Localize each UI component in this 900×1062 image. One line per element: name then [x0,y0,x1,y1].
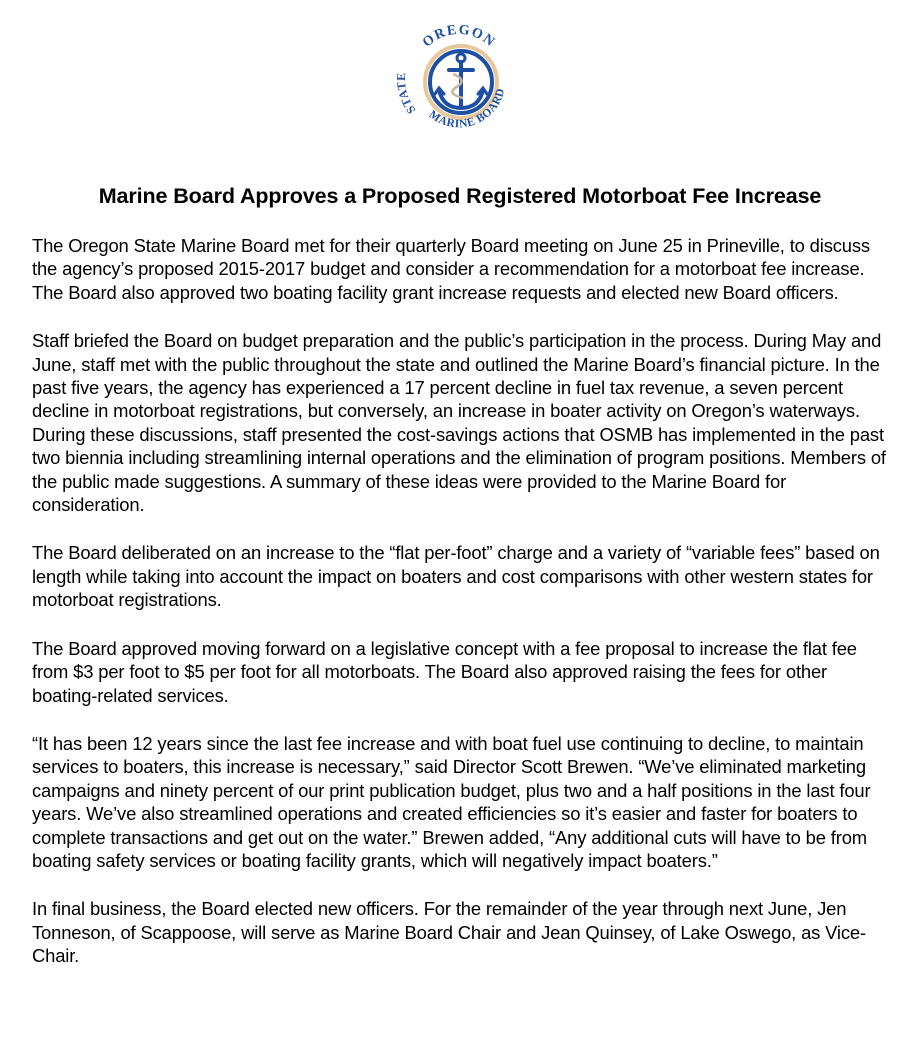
paragraph: The Board approved moving forward on a legislative concept with a fee proposal to increase the flat fee from $3 per foot to $5 per foot for all motorboats. The Board also approved raising the fees for other boating-related services. [32,637,857,706]
paragraph: “It has been 12 years since the last fee increase and with boat fuel use continuing to decline, to maintain services to boaters, this increase is necessary,” said Director Scott Brewen. “We’ve eliminated marketing campaigns and ninety percent of our print publication budget, plus two and a half positions in the last four years. We’ve also streamlined operations and created efficiencies so it’s easier and faster for boaters to complete transactions and get out on the water.” Brewen added, “Any additional cuts will have to be from boating safety services or boating facility grants, which will negatively impact boaters.” [32,732,871,871]
paragraph: The Board deliberated on an increase to the “flat per-foot” charge and a variety of “variable fees” based on length while taking into account the impact on boaters and cost comparisons with other western states for motorboat registrations. [32,542,880,611]
paragraph: Staff briefed the Board on budget preparation and the public’s participation in the process. During May and June, staff met with the public throughout the state and outlined the Marine Board’s financial picture. In the past five years, the agency has experienced a 17 percent decline in fuel tax revenue, a seven percent decline in motorboat registrations, but conversely, an increase in boater activity on Oregon’s waterways. During these discussions, staff presented the cost-savings actions that OSMB has implemented in the past two biennia including streamlining internal operations and the elimination of program positions. Members of the public made suggestions. A summary of these ideas were provided to the Marine Board for consideration. [32,330,886,516]
logo-text-marine-board: MARINE BOARD [426,86,508,131]
page-title: Marine Board Approves a Proposed Registered Motorboat Fee Increase [98,184,822,208]
oregon-state-marine-board-logo [393,12,525,144]
logo-text-oregon: OREGON [419,22,499,51]
paragraph: The Oregon State Marine Board met for their quarterly Board meeting on June 25 in Prineville, to discuss the agency’s proposed 2015-2017 budget and consider a recommendation for a motorboat fee increase. The Board also approved two boating facility grant increase requests and elected new Board officers. [32,235,870,303]
logo-text-state: STATE [393,72,419,117]
svg-text:STATE [394,72,418,117]
paragraph: In final business, the Board elected new officers. For the remainder of the year through next June, Jen Tonneson, of Scappoose, will serve as Marine Board Chair and Jean Quinsey, of Lake Oswego, as Vice-Chair. [32,898,866,967]
article-body [32,234,894,968]
